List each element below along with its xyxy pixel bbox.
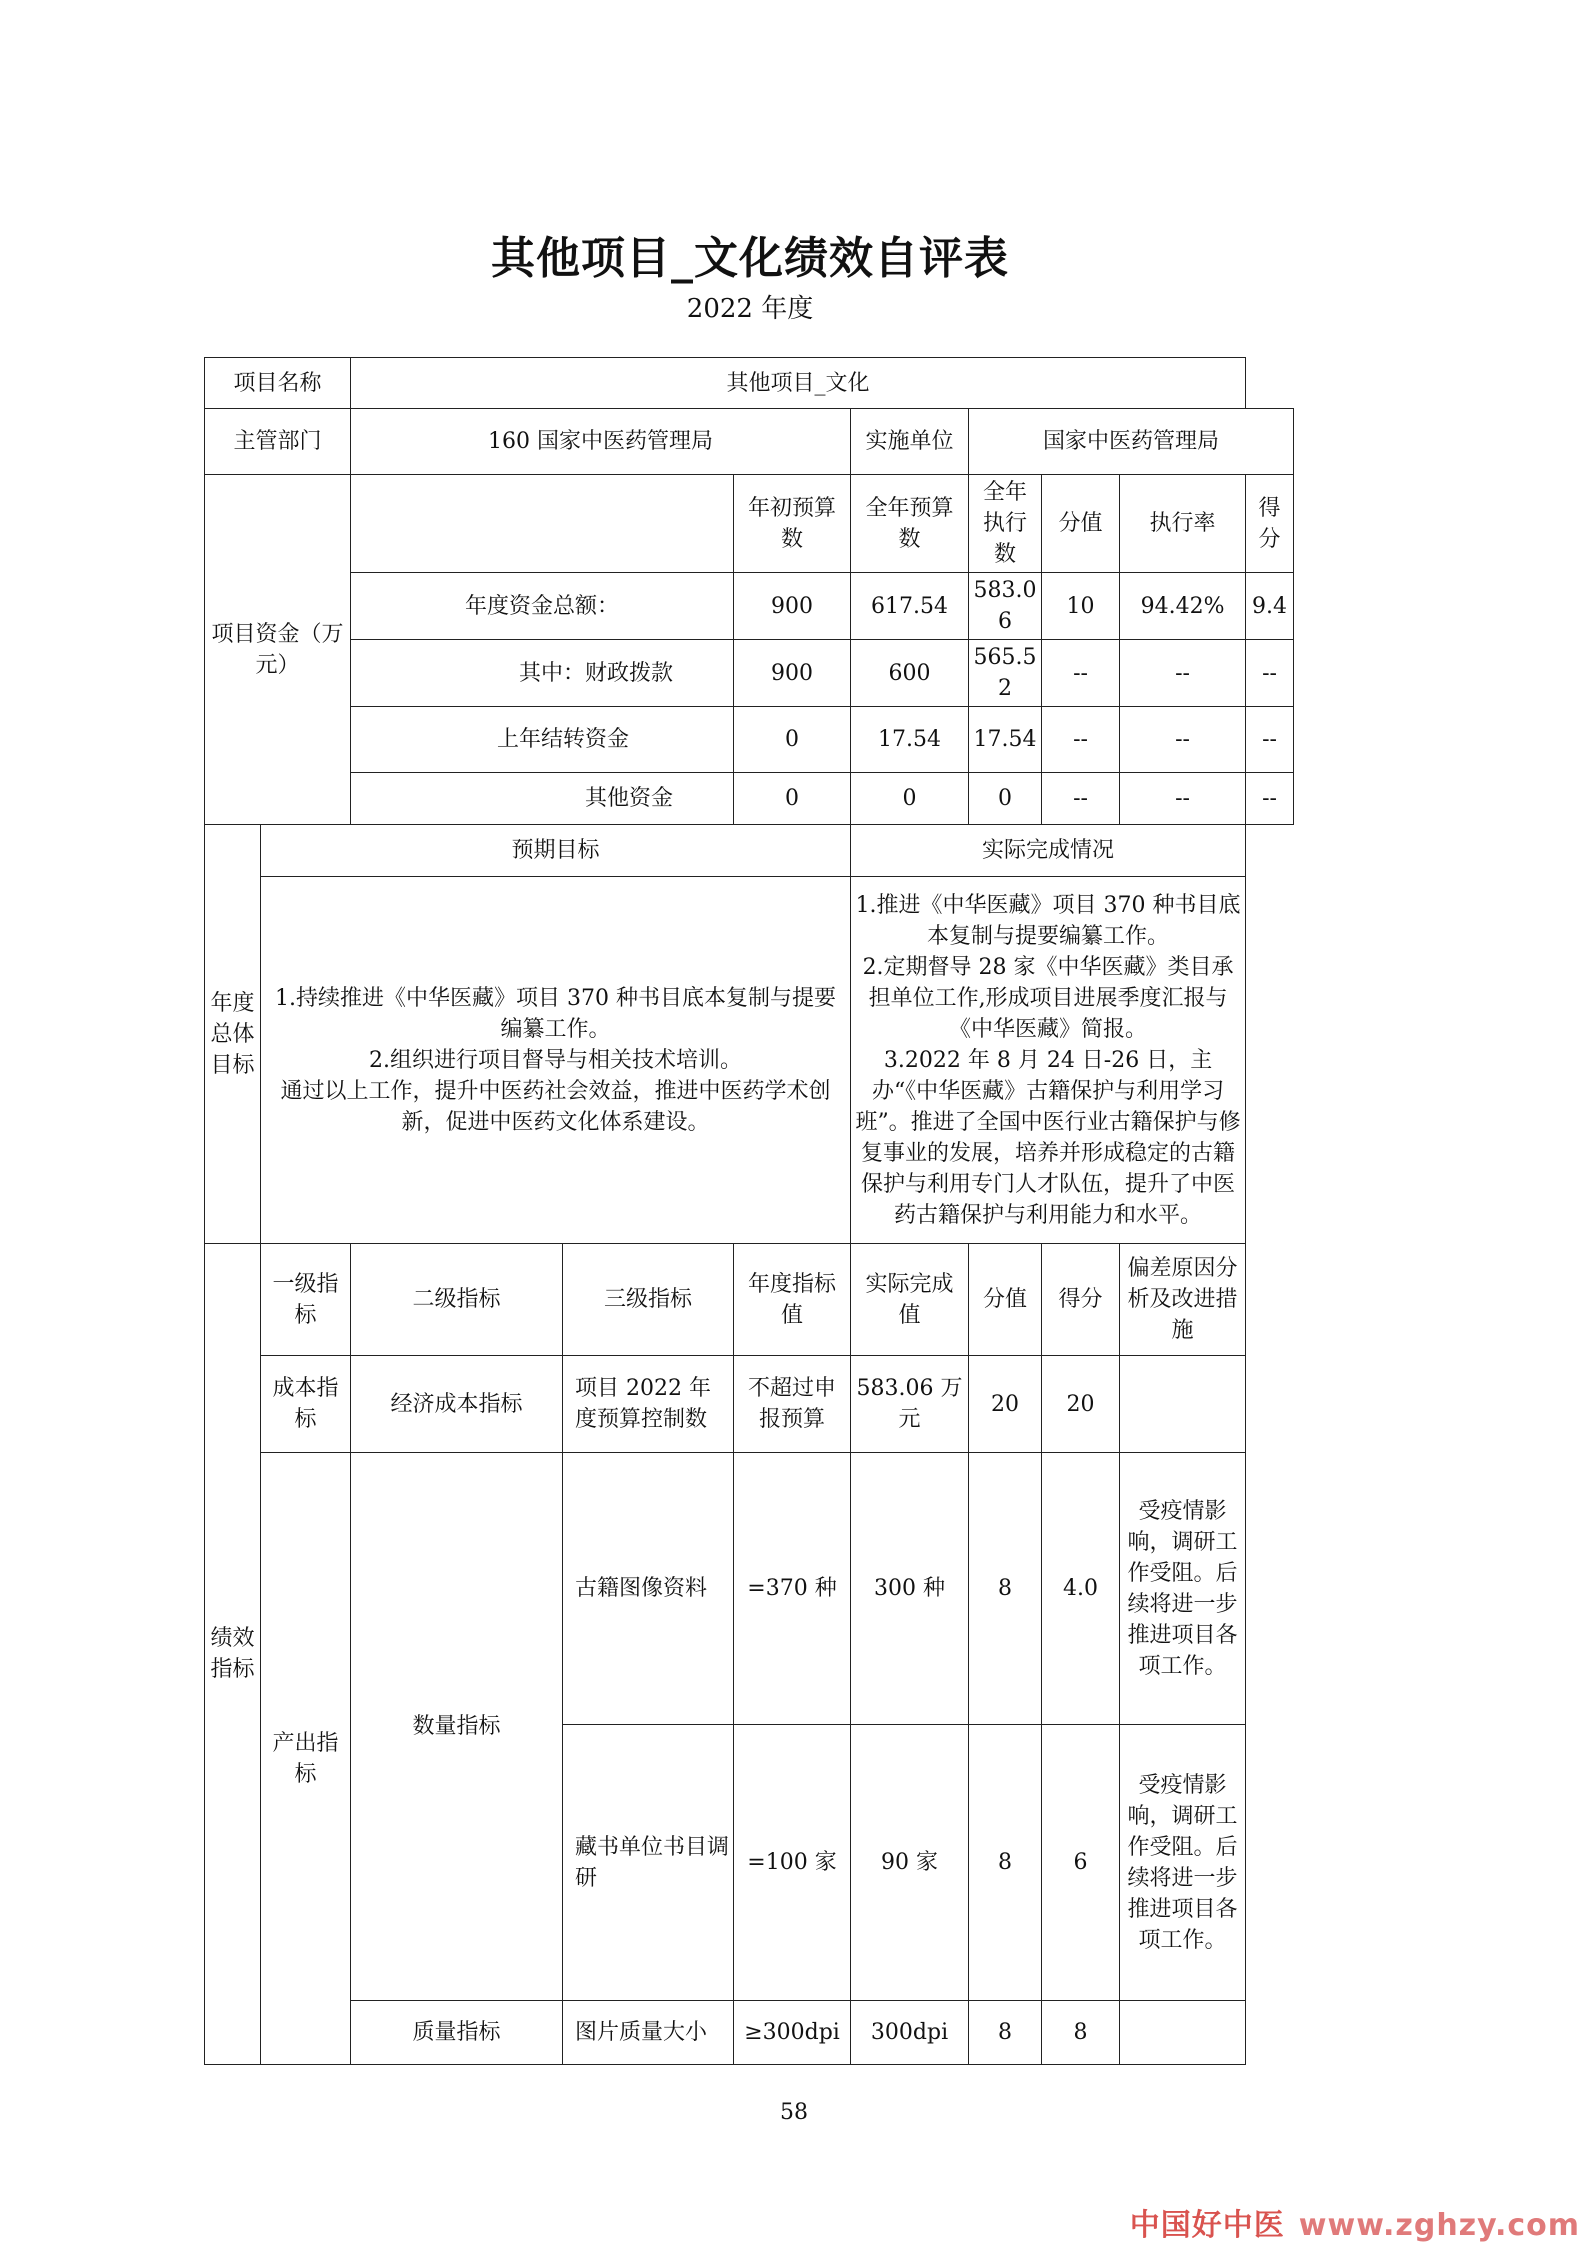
quantity-reason: 受疫情影响，调研工作受阻。后续将进一步推进项目各项工作。 (1120, 1725, 1246, 2001)
dept-value: 160 国家中医药管理局 (351, 409, 851, 475)
funds-cell: 900 (734, 573, 851, 640)
perf-header-level2: 二级指标 (351, 1244, 563, 1356)
quantity-actual: 90 家 (851, 1725, 969, 2001)
funds-header-annual: 全年预算数 (851, 475, 969, 573)
quality-score: 8 (1042, 2001, 1120, 2065)
funds-label-text: 项目资金（万元） (211, 621, 344, 678)
quality-target: ≥300dpi (734, 2001, 851, 2065)
quantity-score-value: 8 (969, 1725, 1042, 2001)
quantity-actual: 300 种 (851, 1453, 969, 1725)
expected-goal-header: 预期目标 (261, 825, 851, 877)
funds-cell: -- (1120, 773, 1246, 825)
funds-cell: -- (1246, 707, 1294, 773)
quality-level3: 图片质量大小 (563, 2001, 734, 2065)
perf-header-level3: 三级指标 (563, 1244, 734, 1356)
funds-header-rate: 执行率 (1120, 475, 1246, 573)
output-level1: 产出指标 (261, 1453, 351, 2065)
funds-cell: -- (1246, 640, 1294, 707)
perf-header-target: 年度指标值 (734, 1244, 851, 1356)
perf-header-reason: 偏差原因分析及改进措施 (1120, 1244, 1246, 1356)
quality-level2: 质量指标 (351, 2001, 563, 2065)
funds-cell: -- (1120, 707, 1246, 773)
cost-score-value: 20 (969, 1356, 1042, 1453)
quantity-reason: 受疫情影响，调研工作受阻。后续将进一步推进项目各项工作。 (1120, 1453, 1246, 1725)
funds-header-score: 得分 (1246, 475, 1294, 573)
funds-header-executed: 全年执行数 (969, 475, 1042, 573)
cost-target: 不超过申报预算 (734, 1356, 851, 1453)
funds-cell: -- (1246, 773, 1294, 825)
watermark-url: www.zghzy.com (1298, 2208, 1580, 2243)
evaluation-table (204, 357, 1294, 2065)
quantity-level3: 古籍图像资料 (563, 1453, 734, 1725)
funds-row-label: 年度资金总额： (351, 573, 734, 640)
quality-reason (1120, 2001, 1246, 2065)
funds-cell: 94.42% (1120, 573, 1246, 640)
expected-goal-text (261, 877, 851, 1244)
site-watermark (1130, 2200, 1580, 2244)
funds-cell: 600 (851, 640, 969, 707)
funds-cell: 583.06 (969, 573, 1042, 640)
cost-level3: 项目 2022 年度预算控制数 (563, 1356, 734, 1453)
actual-result-line: 3.2022 年 8 月 24 日-26 日，主办“《中华医藏》古籍保护与利用学习班”。推进了全国中医行业古籍保护与修复事业的发展，培养并形成稳定的古籍保护与利用专门人才队伍，提升了中医药古籍保护与利用能力和水平。 (855, 1047, 1241, 1228)
funds-row-label: 其他资金 (351, 773, 734, 825)
actual-result-header: 实际完成情况 (851, 825, 1246, 877)
quantity-level2: 数量指标 (351, 1453, 563, 2001)
perf-header-actual: 实际完成值 (851, 1244, 969, 1356)
quality-score-value: 8 (969, 2001, 1042, 2065)
funds-cell: 0 (734, 707, 851, 773)
funds-cell: -- (1042, 640, 1120, 707)
cost-level2: 经济成本指标 (351, 1356, 563, 1453)
funds-cell: 900 (734, 640, 851, 707)
funds-cell: 0 (969, 773, 1042, 825)
funds-cell: 9.4 (1246, 573, 1294, 640)
funds-header-initial: 年初预算数 (734, 475, 851, 573)
funds-cell: 0 (734, 773, 851, 825)
quantity-score: 4.0 (1042, 1453, 1120, 1725)
perf-label: 绩效指标 (205, 1244, 261, 2065)
funds-row-label: 其中：财政拨款 (351, 640, 734, 707)
funds-header-score-value: 分值 (1042, 475, 1120, 573)
cost-level1: 成本指标 (261, 1356, 351, 1453)
impl-unit-value: 国家中医药管理局 (969, 409, 1294, 475)
funds-label (205, 475, 351, 825)
funds-header-blank (351, 475, 734, 573)
funds-cell: -- (1042, 707, 1120, 773)
quantity-target: =370 种 (734, 1453, 851, 1725)
cost-reason (1120, 1356, 1246, 1453)
actual-result-line: 2.定期督导 28 家《中华医藏》类目承担单位工作,形成项目进展季度汇报与《中华医藏》简报。 (862, 954, 1234, 1042)
funds-cell: 565.52 (969, 640, 1042, 707)
impl-unit-label: 实施单位 (851, 409, 969, 475)
perf-header-score: 得分 (1042, 1244, 1120, 1356)
page-subtitle: 2022 年度 (686, 294, 814, 324)
funds-row-label: 上年结转资金 (351, 707, 734, 773)
quality-actual: 300dpi (851, 2001, 969, 2065)
funds-cell: 17.54 (851, 707, 969, 773)
project-name-value: 其他项目_文化 (351, 358, 1246, 409)
expected-goal-line: 2.组织进行项目督导与相关技术培训。 (369, 1047, 742, 1073)
dept-label: 主管部门 (205, 409, 351, 475)
expected-goal-line: 1.持续推进《中华医藏》项目 370 种书目底本复制与提要编纂工作。 (275, 985, 836, 1042)
watermark-brand: 中国好中医 (1129, 2208, 1285, 2243)
perf-header-score-value: 分值 (969, 1244, 1042, 1356)
page-number: 58 (780, 2100, 808, 2125)
actual-result-text (851, 877, 1246, 1244)
perf-header-level1: 一级指标 (261, 1244, 351, 1356)
funds-cell: 17.54 (969, 707, 1042, 773)
cost-actual: 583.06 万元 (851, 1356, 969, 1453)
actual-result-line: 1.推进《中华医藏》项目 370 种书目底本复制与提要编纂工作。 (855, 892, 1241, 949)
project-name-label: 项目名称 (205, 358, 351, 409)
page-title: 其他项目_文化绩效自评表 (491, 233, 1009, 284)
funds-cell: 617.54 (851, 573, 969, 640)
expected-goal-line: 通过以上工作，提升中医药社会效益，推进中医药学术创新，促进中医药文化体系建设。 (280, 1078, 831, 1135)
cost-score: 20 (1042, 1356, 1120, 1453)
funds-cell: -- (1120, 640, 1246, 707)
quantity-score: 6 (1042, 1725, 1120, 2001)
quantity-score-value: 8 (969, 1453, 1042, 1725)
quantity-target: =100 家 (734, 1725, 851, 2001)
funds-cell: -- (1042, 773, 1120, 825)
funds-cell: 10 (1042, 573, 1120, 640)
quantity-level3: 藏书单位书目调研 (563, 1725, 734, 2001)
funds-cell: 0 (851, 773, 969, 825)
goals-label: 年度总体目标 (205, 825, 261, 1244)
